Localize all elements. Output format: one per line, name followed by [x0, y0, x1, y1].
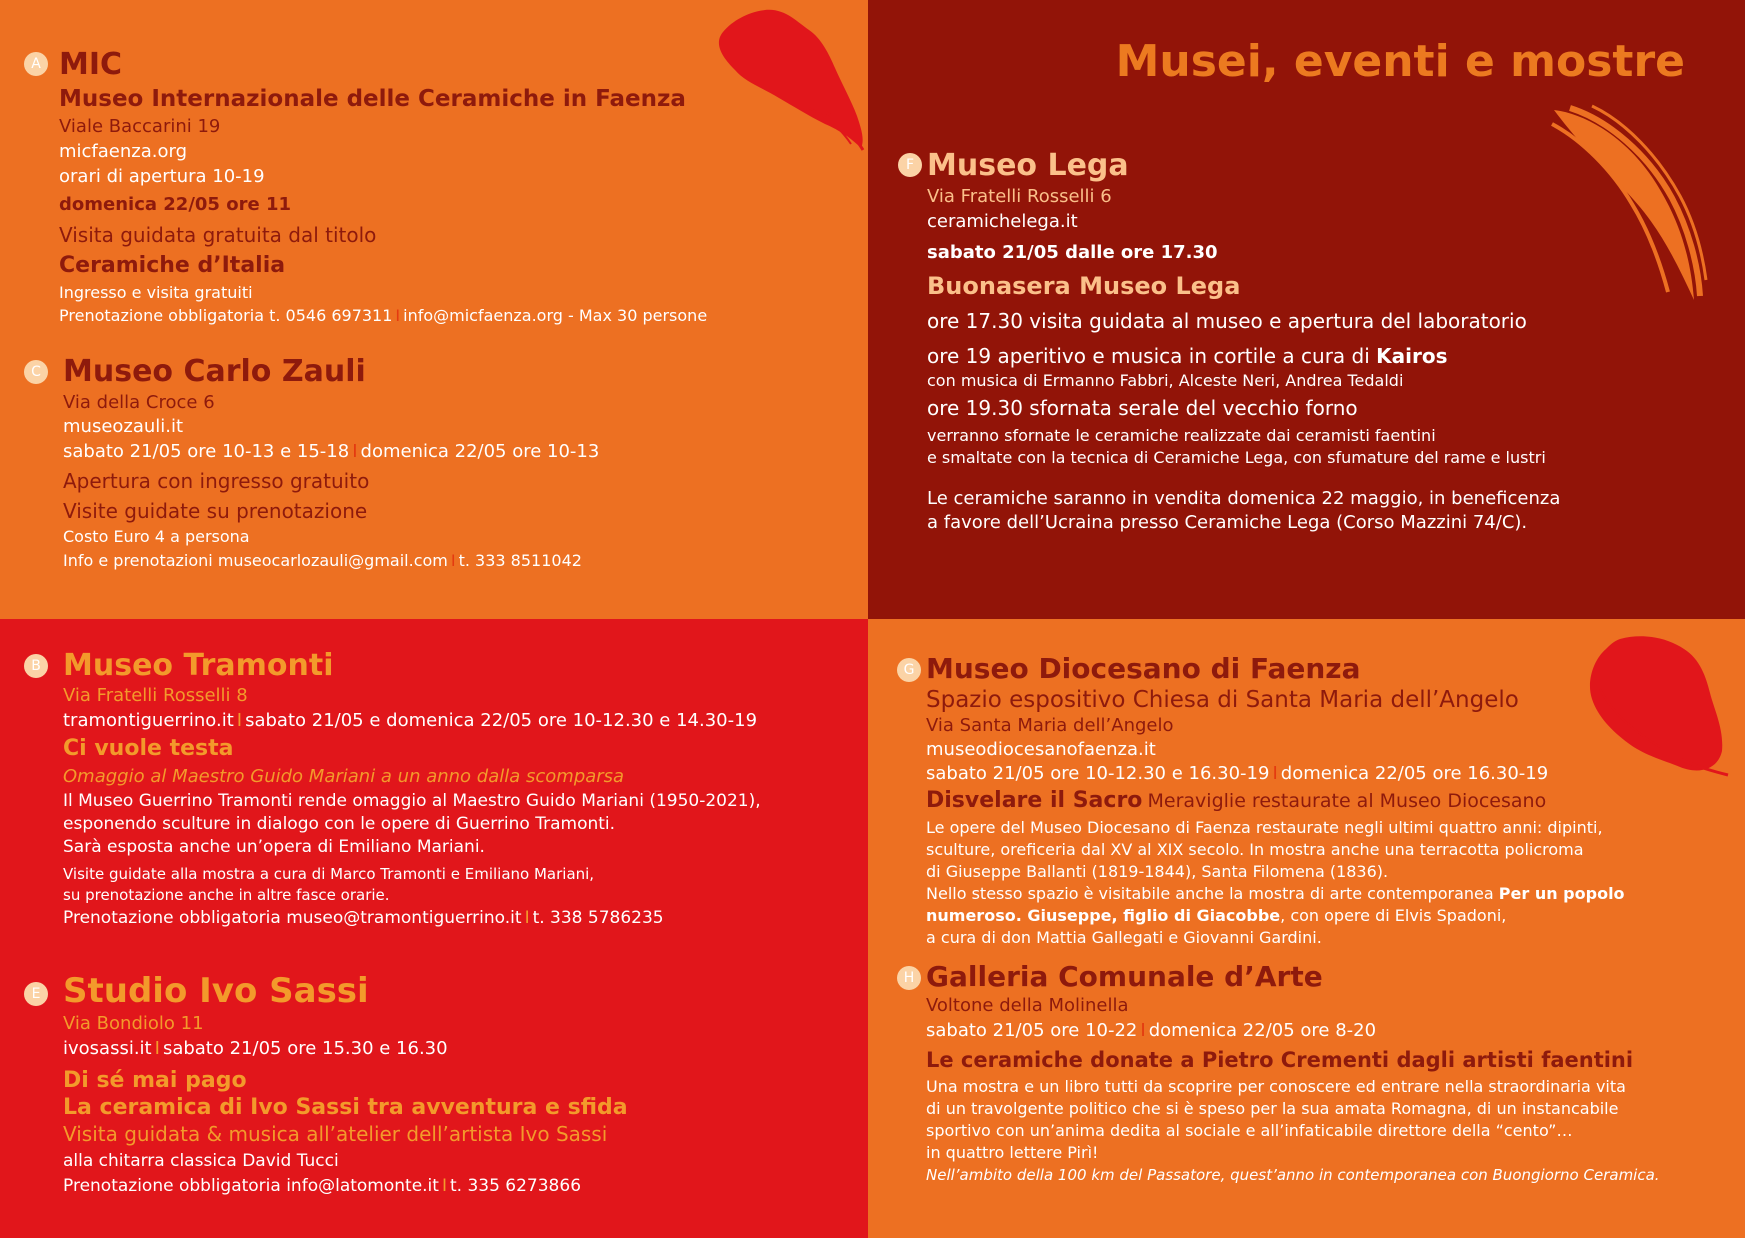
sassi-music: alla chitarra classica David Tucci — [63, 1151, 339, 1171]
galleria-d1: Una mostra e un libro tutti da scoprire per conoscere ed entrare nella straordinaria vita — [926, 1077, 1626, 1096]
galleria-note: Nell’ambito della 100 km del Passatore, quest’anno in contemporanea con Buongiorno Ceramica. — [926, 1166, 1660, 1184]
marker-g: G — [897, 658, 921, 682]
lega-p2-text: ore 19 aperitivo e musica in cortile a cura di — [927, 344, 1377, 368]
lega-address: Via Fratelli Rosselli 6 — [927, 186, 1112, 207]
zauli-cost: Costo Euro 4 a persona — [63, 527, 250, 546]
zauli-hours-sunday: domenica 22/05 ore 10-13 — [360, 441, 600, 462]
separator: I — [441, 1176, 447, 1196]
panel-tramonti-sassi — [0, 619, 868, 1238]
tramonti-d5: su prenotazione anche in altre fasce orarie. — [63, 886, 390, 904]
galleria-d3: sportivo con un’anima dedita al sociale e all’infaticabile direttore della “cento”… — [926, 1121, 1573, 1140]
lega-p3-sub1: verranno sfornate le ceramiche realizzate dai ceramisti faentini — [927, 426, 1436, 445]
separator: I — [352, 441, 358, 462]
zauli-name: Museo Carlo Zauli — [63, 354, 366, 389]
tramonti-address: Via Fratelli Rosselli 8 — [63, 685, 248, 706]
galleria-hours-sunday: domenica 22/05 ore 8-20 — [1148, 1020, 1377, 1041]
diocesano-d4-text: Nello stesso spazio è visitabile anche la mostra di arte contemporanea — [926, 884, 1499, 903]
mic-section — [59, 46, 707, 328]
lega-p2-sub: con musica di Ermanno Fabbri, Alceste Neri, Andrea Tedaldi — [927, 371, 1404, 390]
lega-p1: ore 17.30 visita guidata al museo e apertura del laboratorio — [927, 309, 1527, 333]
separator: I — [395, 306, 401, 325]
mic-entry: Ingresso e visita gratuiti — [59, 283, 253, 302]
zauli-hours — [63, 439, 599, 465]
lega-p2 — [927, 341, 1560, 371]
galleria-hours-saturday: sabato 21/05 ore 10-22 — [926, 1020, 1138, 1041]
tramonti-booking-phone: t. 338 5786235 — [532, 908, 664, 928]
diocesano-title-sub: Meraviglie restaurate al Museo Diocesano — [1147, 790, 1547, 812]
tramonti-booking — [63, 905, 761, 931]
marker-h: H — [897, 966, 921, 990]
sassi-name: Studio Ivo Sassi — [63, 971, 369, 1011]
zauli-line2: Visite guidate su prenotazione — [63, 499, 368, 523]
zauli-address: Via della Croce 6 — [63, 392, 215, 413]
diocesano-title-main: Disvelare il Sacro — [926, 788, 1143, 813]
tramonti-subtitle: Omaggio al Maestro Guido Mariani a un anno dalla scomparsa — [63, 766, 625, 787]
lega-p4-line1: Le ceramiche saranno in vendita domenica 22 maggio, in beneficenza — [927, 488, 1561, 509]
galleria-hours — [926, 1018, 1660, 1044]
mic-event-date: domenica 22/05 ore 11 — [59, 194, 291, 215]
separator: I — [236, 710, 243, 731]
diocesano-d6: a cura di don Mattia Gallegati e Giovanni Gardini. — [926, 928, 1322, 947]
zauli-section — [63, 353, 599, 573]
diocesano-d5-text: , con opere di Elvis Spadoni, — [1280, 906, 1507, 925]
mic-full-name: Museo Internazionale delle Ceramiche in Faenza — [59, 86, 686, 112]
sassi-address: Via Bondiolo 11 — [63, 1013, 204, 1034]
zauli-hours-saturday: sabato 21/05 ore 10-13 e 15-18 — [63, 441, 350, 462]
lega-website[interactable]: ceramichelega.it — [927, 211, 1078, 232]
orange-brushstroke-decoration — [1548, 100, 1708, 310]
separator: I — [154, 1038, 160, 1059]
diocesano-d2: sculture, oreficeria dal XV al XIX secolo. In mostra anche una terracotta policroma — [926, 840, 1584, 859]
galleria-d2: di un travolgente politico che si è speso per la sua amata Romagna, di un instancabile — [926, 1099, 1619, 1118]
marker-b: B — [24, 654, 48, 678]
panel-lega — [868, 0, 1745, 619]
marker-f: F — [898, 153, 922, 177]
tramonti-d3: Sarà esposta anche un’opera di Emiliano Mariani. — [63, 837, 485, 857]
sassi-visit: Visita guidata & musica all’atelier dell’artista Ivo Sassi — [63, 1122, 608, 1146]
sassi-section — [63, 970, 628, 1198]
marker-c: C — [24, 360, 48, 384]
diocesano-website[interactable]: museodiocesanofaenza.it — [926, 739, 1156, 760]
diocesano-title — [926, 786, 1625, 817]
sassi-website[interactable]: ivosassi.it — [63, 1038, 152, 1059]
diocesano-name: Museo Diocesano di Faenza — [926, 652, 1361, 685]
galleria-d4: in quattro lettere Pirì! — [926, 1143, 1099, 1162]
diocesano-address: Via Santa Maria dell’Angelo — [926, 715, 1174, 736]
diocesano-d4 — [926, 883, 1625, 905]
diocesano-d5 — [926, 905, 1625, 927]
mic-name: MIC — [59, 47, 123, 82]
lega-p3-sub2: e smaltate con la tecnica di Ceramiche Lega, con sfumature del rame e lustri — [927, 448, 1546, 467]
mic-booking-email[interactable]: info@micfaenza.org - Max 30 persone — [403, 306, 708, 325]
separator: I — [1272, 763, 1278, 784]
galleria-section — [926, 960, 1660, 1186]
lega-event-title: Buonasera Museo Lega — [927, 272, 1241, 300]
tramonti-dates: sabato 21/05 e domenica 22/05 ore 10-12.30 e 14.30-19 — [245, 710, 758, 731]
sassi-booking — [63, 1174, 628, 1198]
mic-visit: Visita guidata gratuita dal titolo — [59, 223, 377, 247]
diocesano-hours-saturday: sabato 21/05 ore 10-12.30 e 16.30-19 — [926, 763, 1270, 784]
tramonti-d1: Il Museo Guerrino Tramonti rende omaggio al Maestro Guido Mariani (1950-2021), — [63, 791, 761, 811]
tramonti-hours — [63, 708, 761, 734]
sassi-booking-email[interactable]: Prenotazione obbligatoria info@latomonte.it — [63, 1176, 439, 1196]
main-title: Musei, eventi e mostre — [1115, 36, 1685, 87]
zauli-info-phone: t. 333 8511042 — [458, 551, 582, 570]
tramonti-d2: esponendo sculture in dialogo con le opere di Guerrino Tramonti. — [63, 814, 616, 834]
galleria-event-title: Le ceramiche donate a Pietro Crementi dagli artisti faentini — [926, 1048, 1634, 1072]
zauli-line1: Apertura con ingresso gratuito — [63, 469, 370, 493]
sassi-title2: La ceramica di Ivo Sassi tra avventura e sfida — [63, 1095, 628, 1120]
tramonti-booking-email[interactable]: Prenotazione obbligatoria museo@tramontiguerrino.it — [63, 908, 522, 928]
lega-date: sabato 21/05 dalle ore 17.30 — [927, 242, 1218, 263]
separator: I — [1140, 1020, 1146, 1041]
mic-event-title: Ceramiche d’Italia — [59, 253, 286, 278]
mic-booking — [59, 304, 707, 328]
marker-a: A — [24, 52, 48, 76]
zauli-info-email[interactable]: Info e prenotazioni museocarlozauli@gmail.com — [63, 551, 448, 570]
lega-p4-line2: a favore dell’Ucraina presso Ceramiche Lega (Corso Mazzini 74/C). — [927, 512, 1528, 533]
lega-p2-kairos: Kairos — [1376, 344, 1448, 368]
galleria-name: Galleria Comunale d’Arte — [926, 960, 1323, 993]
diocesano-d4-bold: Per un popolo — [1498, 884, 1625, 903]
diocesano-d5-bold: numeroso. Giuseppe, figlio di Giacobbe — [926, 906, 1281, 925]
tramonti-name: Museo Tramonti — [63, 648, 334, 683]
red-brushstroke-decoration — [705, 4, 865, 154]
mic-booking-phone: Prenotazione obbligatoria t. 0546 697311 — [59, 306, 393, 325]
tramonti-d4: Visite guidate alla mostra a cura di Marco Tramonti e Emiliano Mariani, — [63, 865, 595, 883]
sassi-title1: Di sé mai pago — [63, 1068, 247, 1093]
diocesano-hours-sunday: domenica 22/05 ore 16.30-19 — [1280, 763, 1549, 784]
diocesano-d1: Le opere del Museo Diocesano di Faenza restaurate negli ultimi quattro anni: dipinti, — [926, 818, 1603, 837]
zauli-info — [63, 549, 599, 573]
tramonti-event-title: Ci vuole testa — [63, 736, 234, 761]
sassi-hours — [63, 1036, 628, 1062]
lega-name: Museo Lega — [927, 148, 1129, 183]
lega-section — [927, 147, 1560, 535]
diocesano-d3: di Giuseppe Ballanti (1819-1844), Santa Filomena (1836). — [926, 862, 1389, 881]
mic-hours: orari di apertura 10-19 — [59, 166, 265, 187]
tramonti-website[interactable]: tramontiguerrino.it — [63, 710, 234, 731]
sassi-booking-phone: t. 335 6273866 — [449, 1176, 582, 1196]
mic-website[interactable]: micfaenza.org — [59, 141, 188, 162]
sassi-dates: sabato 21/05 ore 15.30 e 16.30 — [162, 1038, 448, 1059]
lega-p3: ore 19.30 sfornata serale del vecchio forno — [927, 396, 1358, 420]
panel-mic-zauli — [0, 0, 868, 619]
diocesano-hours — [926, 762, 1625, 786]
galleria-address: Voltone della Molinella — [926, 995, 1129, 1016]
marker-e: E — [24, 982, 48, 1006]
zauli-website[interactable]: museozauli.it — [63, 416, 184, 437]
separator: I — [524, 908, 530, 928]
panel-diocesano-galleria — [868, 619, 1745, 1238]
diocesano-section — [926, 652, 1625, 949]
diocesano-venue: Spazio espositivo Chiesa di Santa Maria dell’Angelo — [926, 687, 1519, 713]
separator: I — [450, 551, 456, 570]
mic-address: Viale Baccarini 19 — [59, 116, 221, 137]
tramonti-section — [63, 648, 761, 931]
